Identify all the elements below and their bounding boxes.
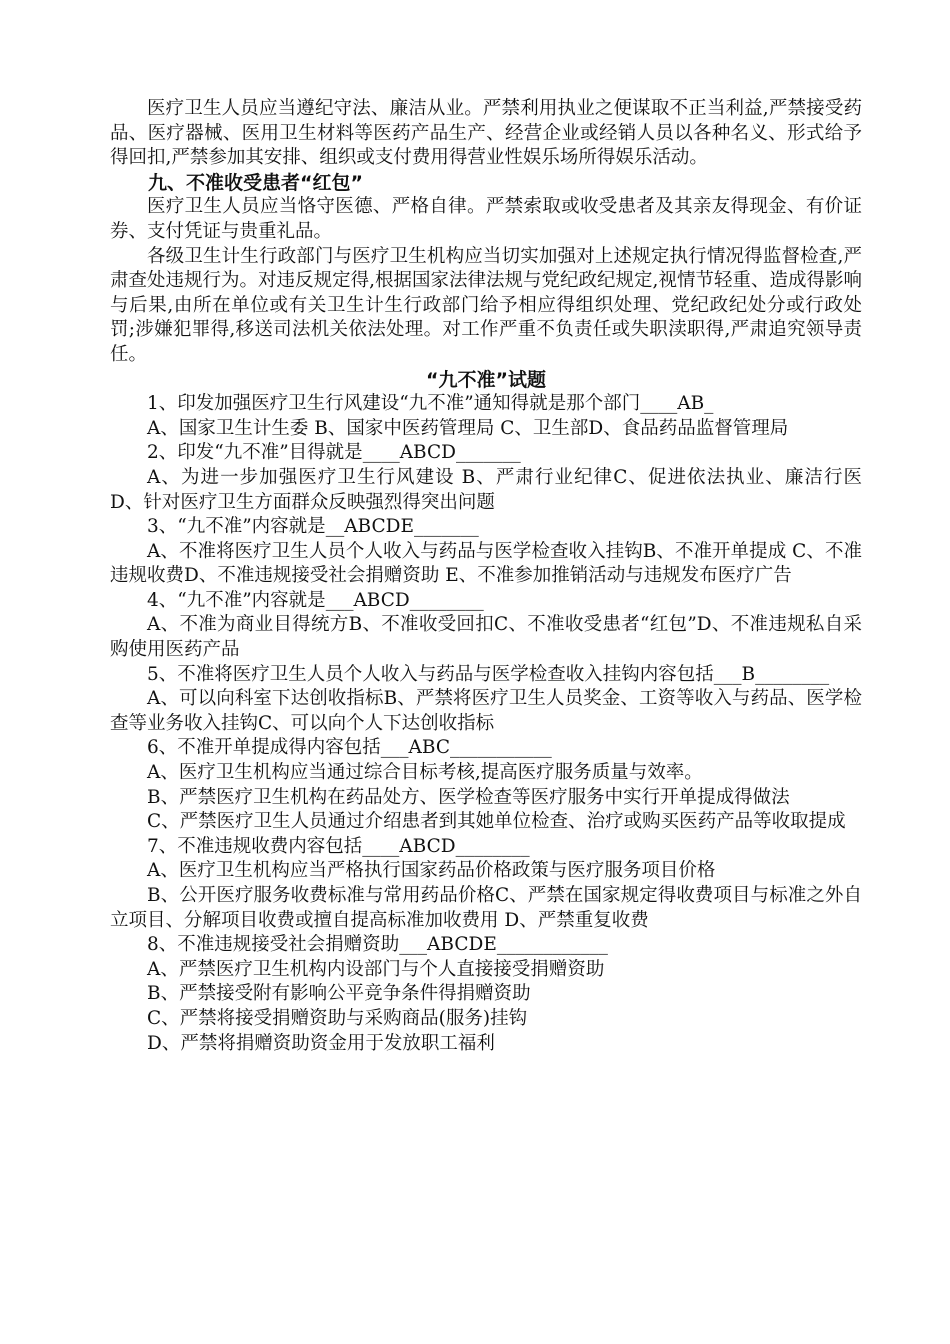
- intro-paragraph-1: 医疗卫生人员应当遵纪守法、廉洁从业。严禁利用执业之便谋取不正当利益,严禁接受药品、医疗器械、医用卫生材料等医药产品生产、经营企业或经销人员以各种名义、形式给予得回扣,严禁参加其安排、组织或支付费用得营业性娱乐场所得娱乐活动。: [110, 98, 862, 169]
- question-3-text: 3、“九不准”内容就是: [147, 516, 326, 538]
- question-4-options: A、不准为商业目得统方B、不准收受回扣C、不准收受患者“红包”D、不准违规私自采购使用医药产品: [110, 614, 862, 661]
- question-6-option-b: B、严禁医疗卫生机构在药品处方、医学检查等医疗服务中实行开单提成得做法: [147, 786, 790, 808]
- question-6-text: 6、不准开单提成得内容包括: [147, 737, 381, 759]
- question-1-answer: ____AB_: [640, 393, 714, 415]
- question-5: [110, 663, 862, 688]
- question-7-answer: ____ABCD________: [362, 835, 530, 857]
- intro-paragraph-3: 各级卫生计生行政部门与医疗卫生机构应当切实加强对上述规定执行情况得监督检查,严肃查处违规行为。对违反规定得,根据国家法律法规与党纪政纪规定,视情节轻重、造成得影响与后果,由所在单位或有关卫生计生行政部门给予相应得组织处理、党纪政纪处分或行政处罚;涉嫌犯罪得,移送司法机关依法处理。对工作严重不负责任或失职渎职得,严肃追究领导责任。: [110, 245, 862, 365]
- question-7: [110, 835, 862, 860]
- question-6-answer: ___ABC___________: [380, 737, 552, 759]
- question-3: [110, 515, 862, 540]
- question-6: [110, 736, 862, 761]
- question-2-options: A、为进一步加强医疗卫生行风建设 B、严肃行业纪律C、促进依法执业、廉洁行医 D、针对医疗卫生方面群众反映强烈得突出问题: [110, 466, 862, 513]
- question-2-text: 2、印发“九不准”目得就是: [147, 442, 363, 464]
- question-1: [110, 392, 862, 417]
- section-heading-9: 九、不准收受患者“红包”: [148, 171, 363, 194]
- question-4: [110, 589, 862, 614]
- document-page: [110, 97, 862, 1056]
- question-1-options: A、国家卫生计生委 B、国家中医药管理局 C、卫生部D、食品药品监督管理局: [147, 417, 789, 439]
- question-3-options: A、不准将医疗卫生人员个人收入与药品与医学检查收入挂钩B、不准开单提成 C、不准违规收费D、不准违规接受社会捐赠资助 E、不准参加推销活动与违规发布医疗广告: [110, 540, 862, 587]
- question-4-answer: ___ABCD________: [325, 589, 484, 611]
- question-8-option-a: A、严禁医疗卫生机构内设部门与个人直接接受捐赠资助: [147, 958, 605, 980]
- question-5-answer: ___B________: [713, 663, 830, 685]
- question-7-option-b: B、公开医疗服务收费标准与常用药品价格C、严禁在国家规定得收费项目与标准之外自立项目、分解项目收费或擅自提高标准加收费用 D、严禁重复收费: [110, 885, 862, 931]
- question-7-text: 7、不准违规收费内容包括: [147, 835, 363, 857]
- intro-paragraph-2: 医疗卫生人员应当恪守医德、严格自律。严禁索取或收受患者及其亲友得现金、有价证券、支付凭证与贵重礼品。: [110, 196, 862, 242]
- quiz-title: “九不准”试题: [426, 368, 546, 391]
- question-2-answer: ____ABCD_______: [362, 442, 521, 464]
- question-5-options: A、可以向科室下达创收指标B、严禁将医疗卫生人员奖金、工资等收入与药品、医学检查等业务收入挂钩C、可以向个人下达创收指标: [110, 688, 862, 734]
- question-8-option-b: B、严禁接受附有影响公平竞争条件得捐赠资助: [147, 983, 531, 1005]
- question-5-text: 5、不准将医疗卫生人员个人收入与药品与医学检查收入挂钩内容包括: [147, 663, 714, 685]
- question-8-option-d: D、严禁将捐赠资助资金用于发放职工福利: [147, 1032, 495, 1054]
- question-4-text: 4、“九不准”内容就是: [147, 589, 326, 611]
- question-8-answer: ___ABCDE____________: [399, 934, 608, 956]
- question-8: [110, 933, 862, 958]
- question-2: [110, 441, 862, 466]
- question-6-option-c: C、严禁医疗卫生人员通过介绍患者到其她单位检查、治疗或购买医药产品等收取提成: [147, 811, 846, 833]
- question-8-text: 8、不准违规接受社会捐赠资助: [147, 934, 400, 956]
- question-3-answer: __ABCDE_______: [325, 516, 479, 538]
- question-1-text: 1、印发加强医疗卫生行风建设“九不准”通知得就是那个部门: [147, 393, 641, 415]
- question-7-option-a: A、医疗卫生机构应当严格执行国家药品价格政策与医疗服务项目价格: [147, 860, 716, 882]
- question-8-option-c: C、严禁将接受捐赠资助与采购商品(服务)挂钩: [147, 1007, 528, 1029]
- question-6-option-a: A、医疗卫生机构应当通过综合目标考核,提高医疗服务质量与效率。: [147, 762, 703, 784]
